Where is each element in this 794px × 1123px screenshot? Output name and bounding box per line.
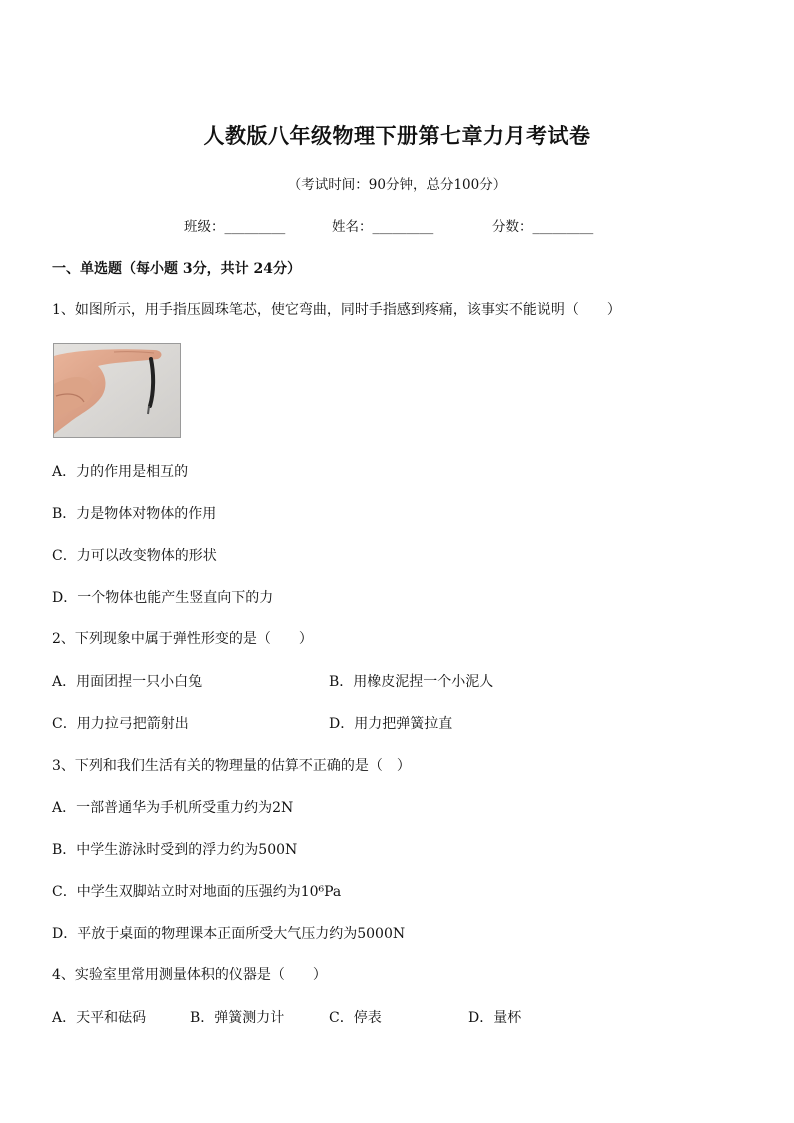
q4-option-c: C．停表 xyxy=(329,1010,382,1026)
name-field: 姓名：_________ xyxy=(332,219,434,235)
q4-option-b: B．弹簧测力计 xyxy=(190,1010,285,1026)
q2-option-b: B．用橡皮泥捏一个小泥人 xyxy=(329,674,494,690)
q2-option-d: D．用力把弹簧拉直 xyxy=(329,716,453,732)
q3-option-d: D．平放于桌面的物理课本正面所受大气压力约为5000N xyxy=(52,926,406,942)
section-heading: 一、单选题（每小题 3分，共计 24分） xyxy=(52,261,301,277)
q3-option-b: B．中学生游泳时受到的浮力约为500N xyxy=(52,842,298,858)
exam-subtitle: （考试时间：90分钟，总分100分） xyxy=(287,177,507,193)
score-field: 分数：_________ xyxy=(492,219,594,235)
q2-option-c: C．用力拉弓把箭射出 xyxy=(52,716,189,732)
finger-pen-photo xyxy=(53,343,181,438)
exam-title: 人教版八年级物理下册第七章力月考试卷 xyxy=(203,123,591,148)
q3-option-a: A．一部普通华为手机所受重力约为2N xyxy=(52,800,294,816)
q4-option-a: A．天平和砝码 xyxy=(52,1010,147,1026)
q3-option-c: C．中学生双脚站立时对地面的压强约为10⁶Pa xyxy=(52,884,342,900)
q1-option-a: A．力的作用是相互的 xyxy=(52,464,189,480)
question-1: 1、如图所示，用手指压圆珠笔芯，使它弯曲，同时手指感到疼痛，该事实不能说明（ ） xyxy=(52,302,621,318)
q2-option-a: A．用面团捏一只小白兔 xyxy=(52,674,203,690)
question-4: 4、实验室里常用测量体积的仪器是（ ） xyxy=(52,967,327,983)
q1-option-d: D．一个物体也能产生竖直向下的力 xyxy=(52,590,274,606)
q1-option-b: B．力是物体对物体的作用 xyxy=(52,506,217,522)
question-3: 3、下列和我们生活有关的物理量的估算不正确的是（ ） xyxy=(52,758,411,774)
class-field: 班级：_________ xyxy=(184,219,286,235)
q4-option-d: D．量杯 xyxy=(468,1010,522,1026)
question-2: 2、下列现象中属于弹性形变的是（ ） xyxy=(52,631,313,647)
q1-option-c: C．力可以改变物体的形状 xyxy=(52,548,217,564)
